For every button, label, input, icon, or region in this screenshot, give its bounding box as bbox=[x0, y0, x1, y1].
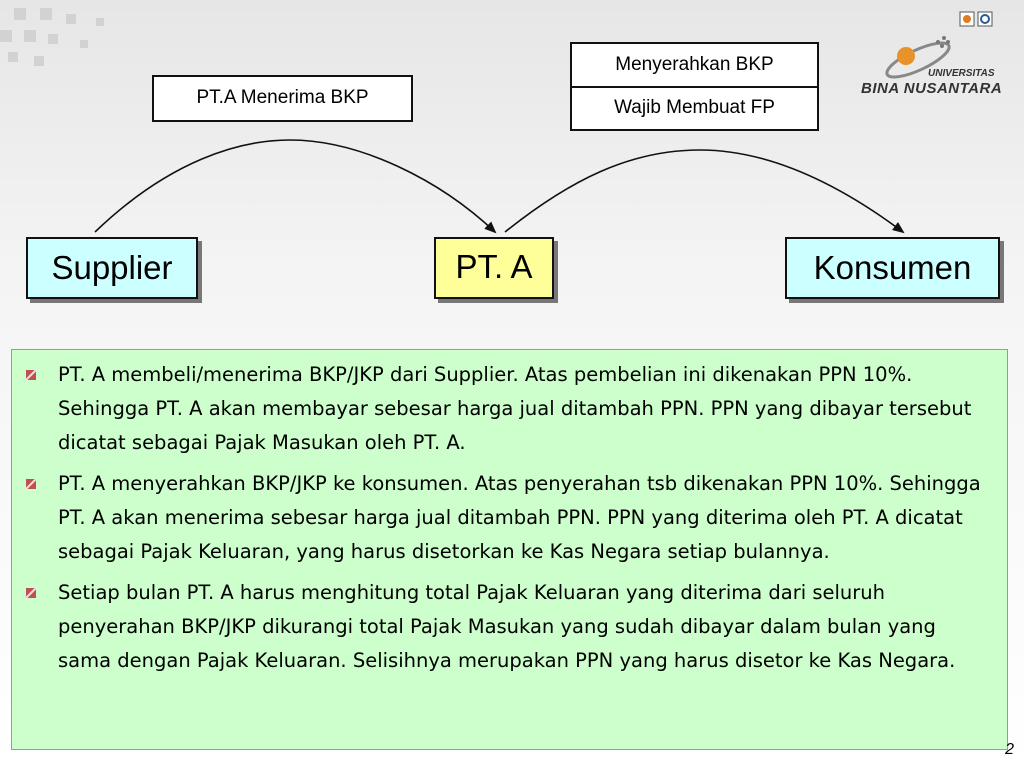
node-supplier: Supplier bbox=[26, 237, 198, 299]
explanation-box bbox=[11, 349, 1008, 750]
node-konsumen: Konsumen bbox=[785, 237, 1000, 299]
arrow-supplier-to-pta bbox=[95, 140, 495, 232]
label-wajib-membuat-fp: Wajib Membuat FP bbox=[570, 86, 819, 131]
bullet-text: PT. A menyerahkan BKP/JKP ke konsumen. Atas penyerahan tsb dikenakan PPN 10%. Sehingga PT. A akan menerima sebesar harga jual ditambah PPN. PPN yang diterima oleh PT. A dicatat sebagai Pajak Keluaran, yang harus disetorkan ke Kas Negara setiap bulannya. bbox=[58, 472, 981, 563]
logo-line1: UNIVERSITAS bbox=[928, 68, 995, 79]
node-pt-a: PT. A bbox=[434, 237, 554, 299]
bullet-icon bbox=[25, 478, 37, 490]
label-menyerahkan-bkp: Menyerahkan BKP bbox=[570, 42, 819, 88]
bullet-icon bbox=[25, 587, 37, 599]
bullet-text: Setiap bulan PT. A harus menghitung total Pajak Keluaran yang diterima dari seluruh penyerahan BKP/JKP dikurangi total Pajak Masukan yang sudah dibayar dalam bulan yang sama dengan Pajak Keluaran. Selisihnya merupakan PPN yang harus disetor ke Kas Negara. bbox=[58, 581, 956, 672]
bullet-icon bbox=[25, 369, 37, 381]
bullet-text: PT. A membeli/menerima BKP/JKP dari Supplier. Atas pembelian ini dikenakan PPN 10%. Sehingga PT. A akan membayar sebesar harga jual ditambah PPN. PPN yang dibayar tersebut dicatat sebagai Pajak Masukan oleh PT. A. bbox=[58, 363, 972, 454]
logo-line2: BINA NUSANTARA bbox=[861, 80, 1003, 97]
explanation-list bbox=[12, 350, 1007, 678]
list-item bbox=[58, 467, 983, 569]
list-item bbox=[58, 576, 983, 678]
page-number: 2 bbox=[1005, 741, 1014, 758]
list-item bbox=[58, 358, 983, 460]
arrow-pta-to-konsumen bbox=[505, 150, 903, 232]
label-pta-menerima-bkp: PT.A Menerima BKP bbox=[152, 75, 413, 122]
